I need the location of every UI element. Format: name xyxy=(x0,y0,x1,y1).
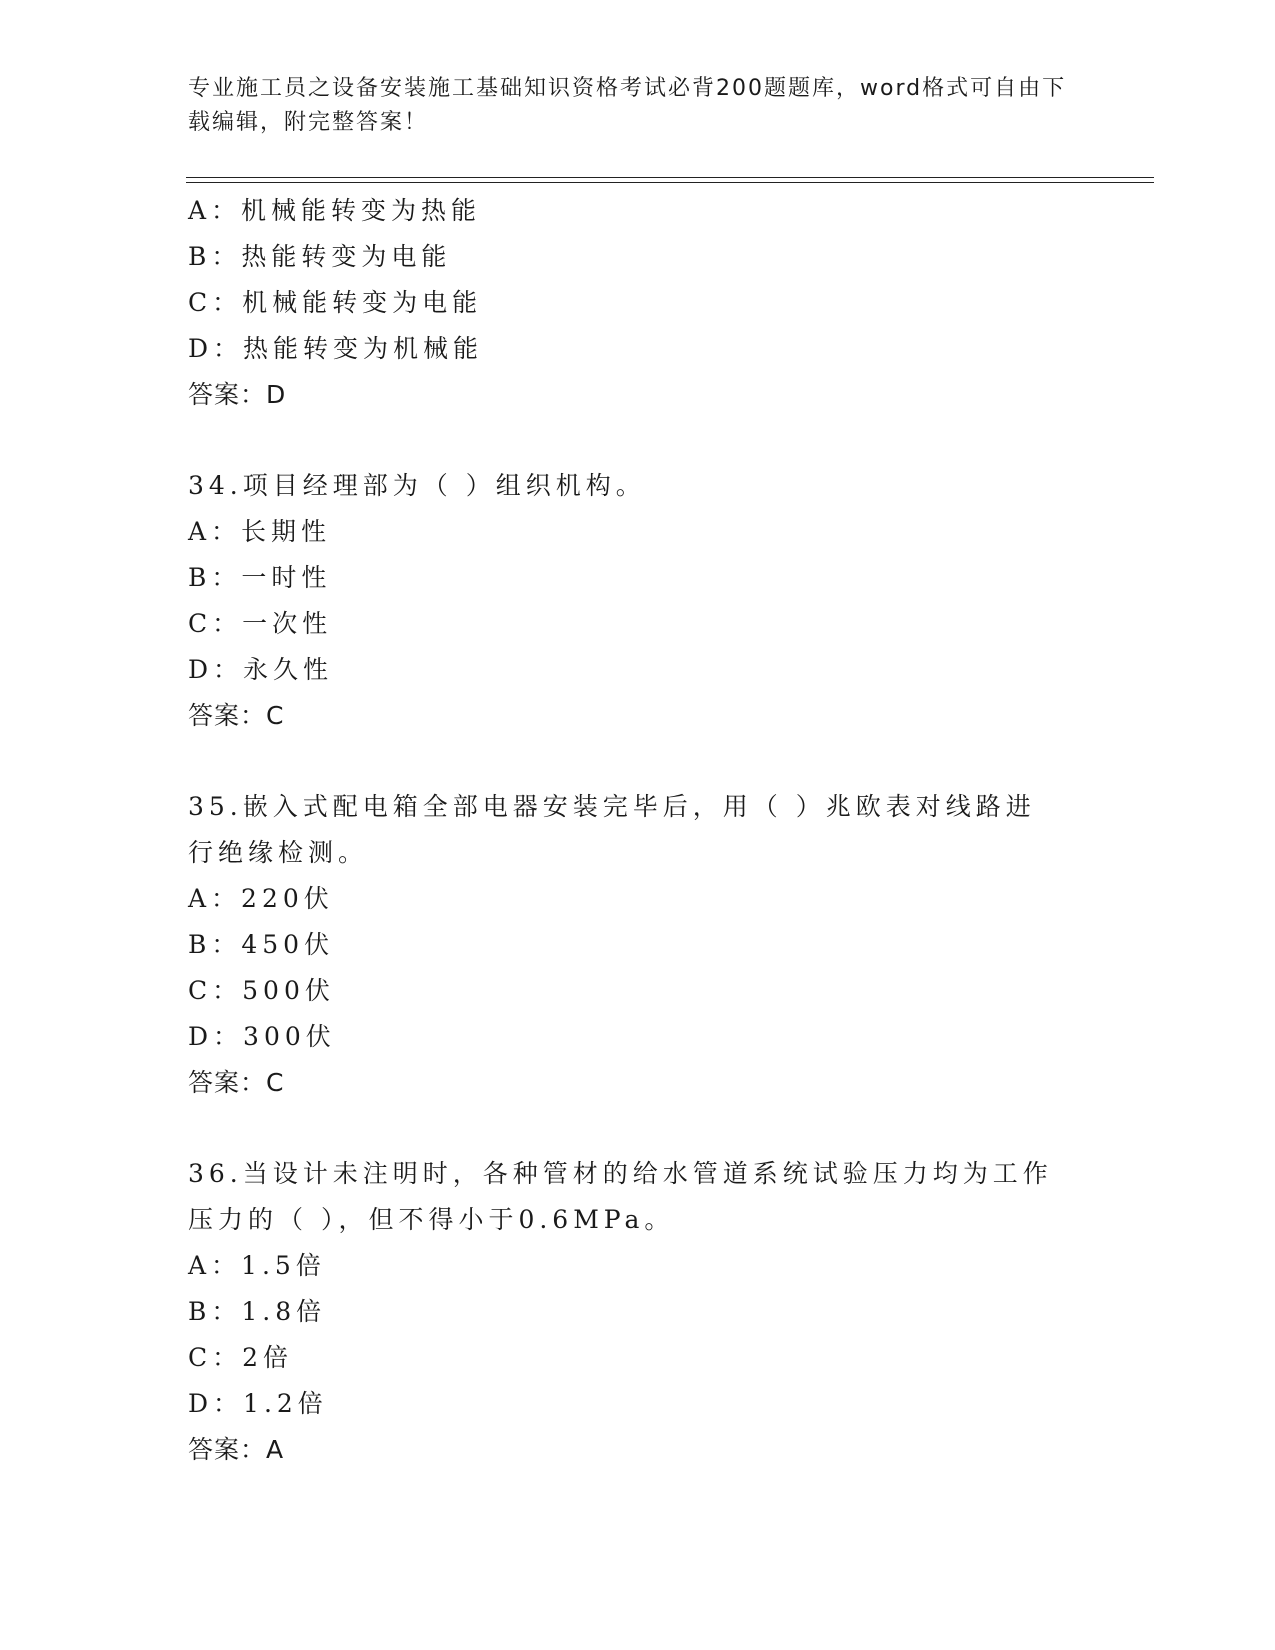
question-stem: 34.项目经理部为（ ）组织机构。 xyxy=(188,471,646,500)
option-b: B：1.8倍 xyxy=(188,1297,327,1326)
answer-line: 答案：C xyxy=(188,701,285,730)
question-34 xyxy=(188,463,1088,739)
option-c: C：机械能转变为电能 xyxy=(188,288,483,317)
option-a: A：220伏 xyxy=(188,884,334,913)
document-header: 专业施工员之设备安装施工基础知识资格考试必背200题题库，word格式可自由下载编辑，附完整答案！ xyxy=(188,76,1067,135)
header-divider-bottom xyxy=(186,182,1154,183)
option-b: B：一时性 xyxy=(188,563,332,592)
answer-line: 答案：A xyxy=(188,1435,285,1464)
option-d: D：热能转变为机械能 xyxy=(188,334,484,363)
question-stem: 35.嵌入式配电箱全部电器安装完毕后，用（ ）兆欧表对线路进行绝缘检测。 xyxy=(188,792,1036,867)
option-b: B：热能转变为电能 xyxy=(188,242,452,271)
question-33-partial xyxy=(188,188,1088,418)
option-c: C：一次性 xyxy=(188,609,333,638)
question-36 xyxy=(188,1151,1088,1473)
option-a: A：1.5倍 xyxy=(188,1251,326,1280)
option-d: D：永久性 xyxy=(188,655,334,684)
option-d: D：1.2倍 xyxy=(188,1389,328,1418)
option-a: A：长期性 xyxy=(188,517,332,546)
option-c: C：500伏 xyxy=(188,976,335,1005)
header-divider-top xyxy=(186,177,1154,178)
option-d: D：300伏 xyxy=(188,1022,336,1051)
answer-line: 答案：D xyxy=(188,380,287,409)
question-list xyxy=(188,188,1088,1473)
option-c: C：2倍 xyxy=(188,1343,294,1372)
question-stem: 36.当设计未注明时，各种管材的给水管道系统试验压力均为工作压力的（ ），但不得小于0.6MPa。 xyxy=(188,1159,1053,1234)
answer-line: 答案：C xyxy=(188,1068,285,1097)
option-b: B：450伏 xyxy=(188,930,335,959)
option-a: A：机械能转变为热能 xyxy=(188,196,482,225)
question-35 xyxy=(188,784,1088,1106)
